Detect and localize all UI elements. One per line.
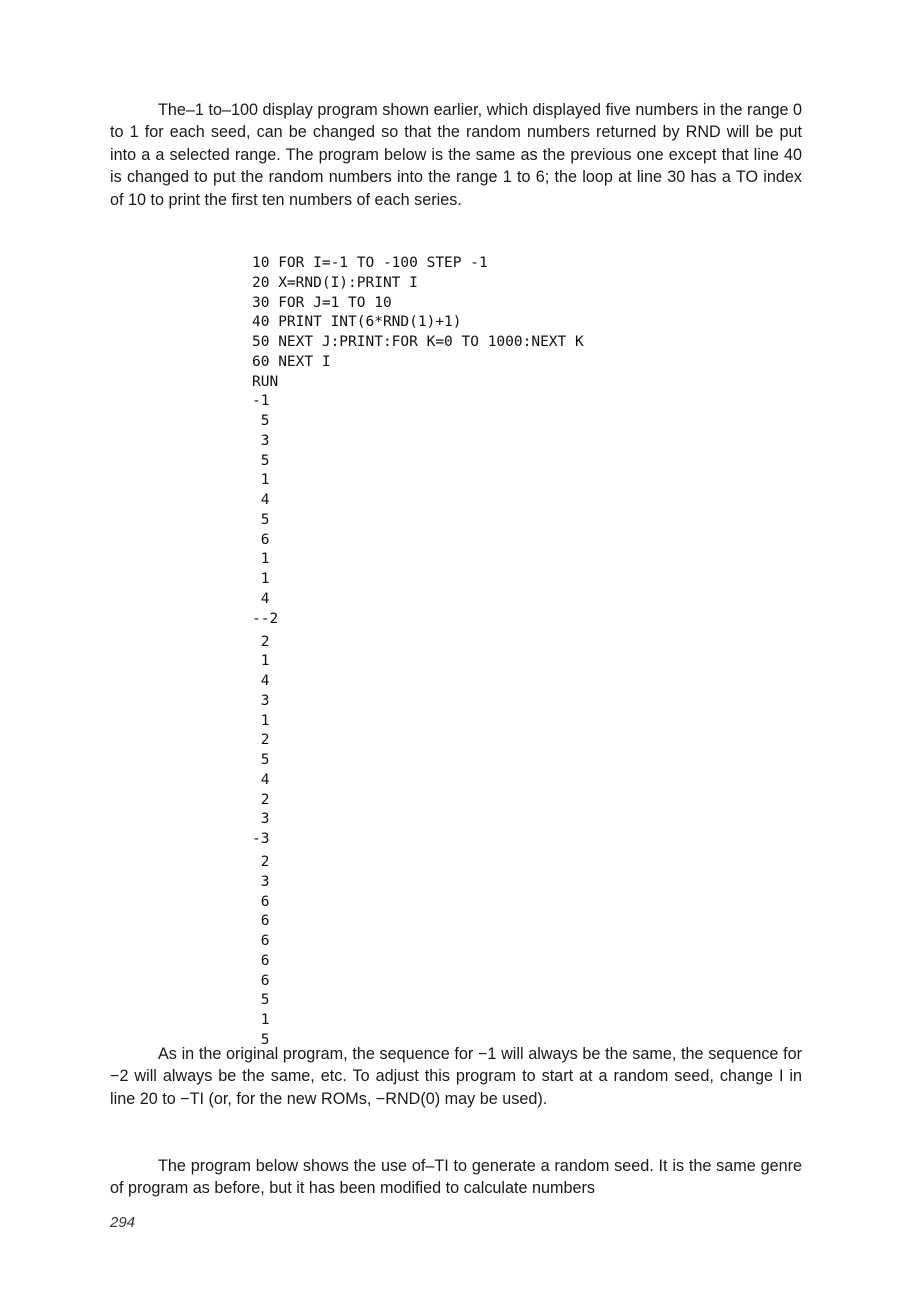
- output-value-line: 3: [252, 432, 270, 449]
- output-value-line: 5: [252, 992, 270, 1009]
- output-value-line: 2: [252, 732, 270, 749]
- paragraph-intro-text: The–1 to–100 display program shown earlier, which displayed five numbers in the range 0 to 1 for each seed, can be changed so that the random numbers returned by RND will be put into a a selected range. The program below is the same as the previous one except that line 40 is changed to put the random numbers into the range 1 to 6; the loop at line 30 has a TO index of 10 to print the first ten numbers of each series.: [110, 101, 802, 209]
- output-seed-line: --2: [252, 610, 279, 627]
- output-value-line: 3: [252, 811, 270, 828]
- output-value-line: 6: [252, 531, 270, 548]
- output-value-line: 1: [252, 1012, 270, 1028]
- output-value-line: 6: [252, 913, 270, 930]
- code-line: 30 FOR J=1 TO 10: [252, 294, 392, 311]
- output-value-line: 5: [252, 413, 270, 429]
- paragraph-ti-seed-text: The program below shows the use of–TI to generate a random seed. It is the same genre of program as before, but it has been modified to calculate numbers: [110, 1157, 802, 1198]
- output-value-line: 4: [252, 590, 270, 607]
- paragraph-sequence-text: As in the original program, the sequence for −1 will always be the same, the sequence for −2 will always be the same, etc. To adjust this program to start at a random seed, change I in line 20 to −TI (or, for the new ROMs, −RND(0) may be used).: [110, 1045, 802, 1108]
- output-value-line: 1: [252, 571, 270, 587]
- code-line: 40 PRINT INT(6*RND(1)+1): [252, 314, 462, 331]
- output-seed-line: -3: [252, 831, 270, 847]
- code-line: 20 X=RND(I):PRINT I: [252, 274, 418, 291]
- output-value-line: 5: [252, 511, 270, 528]
- output-value-line: 2: [252, 633, 270, 650]
- output-value-line: 6: [252, 952, 270, 969]
- program-listing: [252, 254, 584, 1051]
- code-line: RUN: [252, 373, 279, 390]
- output-value-line: 5: [252, 752, 270, 768]
- code-line: 60 NEXT I: [252, 353, 331, 370]
- output-value-line: 1: [252, 712, 270, 729]
- output-value-line: 1: [252, 472, 270, 489]
- output-value-line: 1: [252, 551, 270, 568]
- output-value-line: 6: [252, 893, 270, 910]
- output-value-line: 3: [252, 692, 270, 709]
- output-value-line: 6: [252, 933, 270, 949]
- code-line: 50 NEXT J:PRINT:FOR K=0 TO 1000:NEXT K: [252, 334, 584, 350]
- output-value-line: 3: [252, 873, 270, 890]
- output-seed-line: -1: [252, 393, 270, 410]
- output-value-line: 4: [252, 492, 270, 508]
- output-value-line: 4: [252, 673, 270, 689]
- page-number: 294: [110, 1214, 136, 1231]
- paragraph-ti-seed: [110, 1155, 802, 1200]
- output-value-line: 5: [252, 1031, 270, 1048]
- paragraph-sequence-explanation: [110, 1043, 802, 1110]
- output-value-line: 5: [252, 452, 270, 469]
- code-line: 10 FOR I=-1 TO -100 STEP -1: [252, 255, 488, 271]
- output-value-line: 2: [252, 854, 270, 870]
- output-value-line: 2: [252, 791, 270, 808]
- output-value-line: 1: [252, 653, 270, 670]
- paragraph-intro: [110, 99, 802, 211]
- output-value-line: 6: [252, 972, 270, 989]
- output-value-line: 4: [252, 771, 270, 788]
